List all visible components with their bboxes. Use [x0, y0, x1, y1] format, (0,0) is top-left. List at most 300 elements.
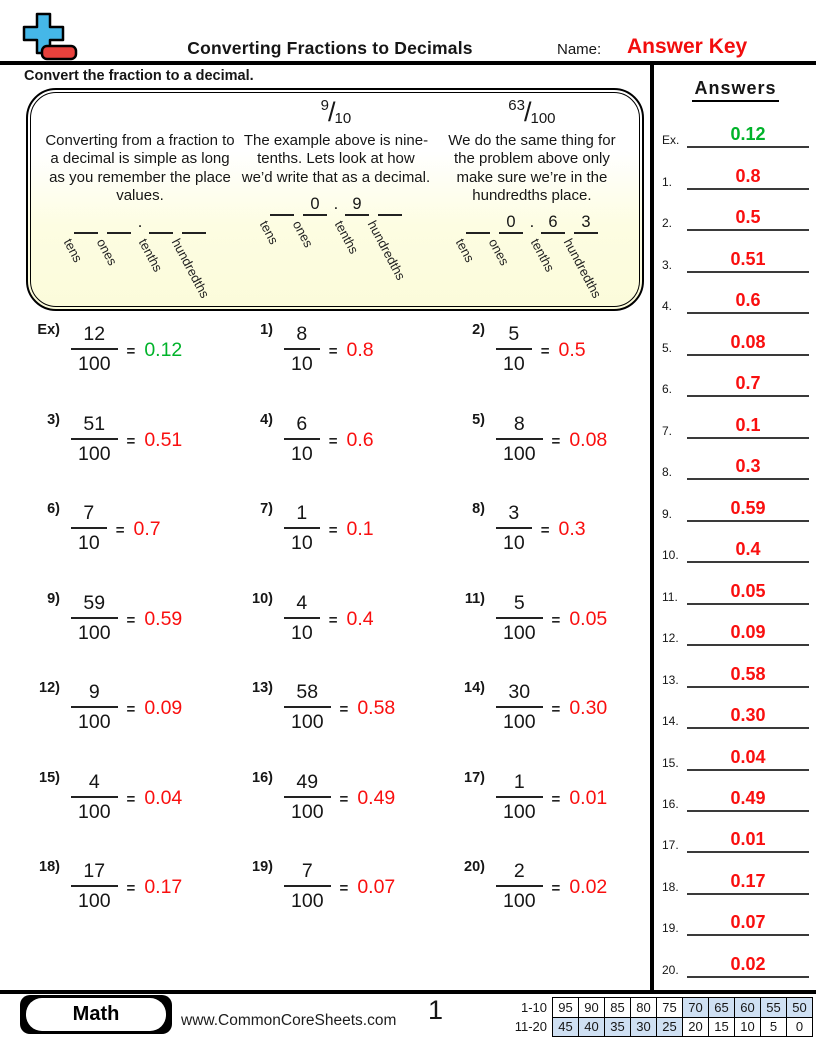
score-cell: 90 — [579, 998, 605, 1018]
problem — [447, 588, 642, 678]
fraction-numerator: 5 — [496, 322, 532, 350]
answer-value: 0.08 — [730, 331, 766, 352]
answer-line — [687, 208, 809, 231]
problem — [22, 498, 235, 588]
problem — [447, 856, 642, 946]
equals-sign: = — [540, 343, 550, 360]
fraction-numerator: 6 — [284, 412, 320, 440]
answer-row — [662, 563, 809, 604]
fraction-numerator: 8 — [284, 322, 320, 350]
fraction-slash: / — [523, 97, 532, 127]
problem-answer: 0.05 — [569, 607, 608, 630]
fraction-denominator: 10 — [291, 442, 313, 465]
example-fraction-numerator: 63 — [508, 97, 525, 114]
math-logo — [20, 995, 172, 1034]
problem-answer: 0.7 — [133, 518, 161, 540]
problem-fraction — [284, 322, 320, 376]
fraction-denominator: 10 — [291, 353, 313, 375]
place-value-slot-ones — [486, 212, 527, 292]
problem-fraction — [496, 859, 543, 913]
place-value-slot-hundredths — [365, 194, 409, 283]
problem-number: Ex) — [37, 322, 60, 338]
answer-line — [687, 623, 809, 646]
place-blank-line — [499, 232, 523, 234]
place-blank-line — [270, 214, 294, 216]
instruction-text: Convert the fraction to a decimal. — [24, 68, 254, 84]
answer-line — [687, 125, 809, 148]
example-fraction — [45, 94, 235, 132]
answer-value: 0.17 — [730, 870, 766, 891]
place-blank-line — [149, 232, 173, 234]
place-label: ones — [94, 236, 121, 269]
answer-line — [687, 374, 809, 397]
problem-fraction — [71, 412, 118, 466]
commoncoresheets-logo — [20, 12, 80, 64]
problem-number: 16) — [252, 769, 273, 786]
answer-number: 6. — [662, 382, 673, 397]
problem-fraction — [284, 770, 331, 824]
fraction-numerator: 9 — [71, 680, 118, 708]
problem-answer: 0.17 — [144, 876, 183, 898]
problem-answer: 0.3 — [558, 518, 586, 540]
score-cell: 35 — [605, 1017, 631, 1037]
fraction-denominator: 10 — [291, 532, 313, 554]
answer-number: 13. — [662, 672, 679, 687]
example-fraction-denominator: 100 — [530, 110, 556, 127]
answer-row — [662, 190, 809, 231]
score-cell: 30 — [631, 1017, 657, 1037]
answer-row — [662, 356, 809, 397]
place-digit — [144, 212, 177, 232]
problem-number: 9) — [47, 590, 60, 607]
place-value-slot-ones — [94, 212, 135, 292]
score-table-row — [507, 998, 813, 1018]
problem-answer: 0.5 — [558, 339, 586, 361]
place-value-slot-tens — [453, 212, 494, 292]
equals-sign: = — [339, 790, 349, 808]
example-fraction-numerator: 9 — [320, 97, 330, 114]
answer-value: 0.12 — [730, 124, 766, 145]
problem-number: 10) — [252, 590, 273, 607]
fraction-denominator: 10 — [291, 621, 313, 644]
decimal-point: . — [333, 194, 339, 213]
place-digit — [69, 212, 102, 232]
footer-rule — [0, 990, 816, 994]
answer-row — [662, 273, 809, 314]
place-blank-line — [541, 232, 565, 234]
answer-row — [662, 605, 809, 646]
answer-number: 20. — [662, 962, 679, 977]
answer-value: 0.30 — [730, 705, 766, 726]
place-label: hundredths — [169, 236, 214, 301]
problem-fraction — [496, 770, 543, 824]
example-fraction — [241, 94, 431, 132]
place-label: tenths — [528, 236, 559, 275]
answer-row — [662, 895, 809, 936]
place-digit — [102, 212, 135, 232]
score-cell: 20 — [683, 1017, 709, 1037]
fraction-numerator: 58 — [284, 680, 331, 708]
problem-number: 18) — [39, 859, 60, 875]
problem-number: 4) — [260, 411, 273, 428]
score-table-row — [507, 1017, 813, 1037]
place-value-diagram — [45, 212, 235, 301]
fraction-denominator: 100 — [78, 711, 111, 733]
answer-row — [662, 853, 809, 894]
place-value-slot-tenths — [528, 212, 569, 292]
equals-sign: = — [115, 522, 125, 539]
fraction-numerator: 17 — [71, 859, 118, 887]
answer-line — [687, 333, 809, 356]
example-text: The example above is nine-tenths. Lets look at how we’d write that as a decimal. — [241, 132, 431, 186]
problems-grid — [22, 319, 648, 946]
problem-fraction — [496, 501, 532, 555]
decimal-point: . — [529, 213, 535, 232]
place-blank-line — [182, 232, 206, 234]
answer-value: 0.5 — [735, 207, 761, 228]
score-cell: 95 — [553, 998, 579, 1018]
fraction-numerator: 4 — [284, 591, 320, 619]
equals-sign: = — [126, 343, 136, 360]
problem-number: 20) — [464, 859, 485, 875]
equals-sign: = — [126, 432, 136, 450]
answer-value: 0.1 — [735, 414, 761, 435]
answer-value: 0.58 — [730, 663, 766, 684]
page-number: 1 — [428, 995, 444, 1025]
answer-number: 4. — [662, 299, 673, 314]
answer-number: 10. — [662, 548, 679, 563]
place-blank-line — [345, 214, 369, 216]
answer-number: 8. — [662, 465, 673, 480]
fraction-numerator: 49 — [284, 770, 331, 798]
answer-number: 1. — [662, 174, 673, 189]
answer-line — [687, 706, 809, 729]
answer-value: 0.59 — [730, 497, 766, 518]
fraction-numerator: 12 — [71, 322, 118, 350]
equals-sign: = — [328, 522, 338, 539]
answer-row — [662, 314, 809, 355]
place-label: ones — [486, 236, 513, 269]
place-digit: 0 — [506, 213, 516, 232]
example-column — [238, 94, 434, 309]
problem-fraction — [496, 322, 532, 376]
problem-number: 17) — [464, 769, 485, 786]
fraction-denominator: 100 — [78, 890, 111, 912]
problem-number: 6) — [47, 501, 60, 517]
place-blank-line — [74, 232, 98, 234]
decimal-point: . — [137, 213, 143, 232]
problem — [235, 588, 447, 678]
answer-line — [687, 665, 809, 688]
answer-value: 0.09 — [730, 622, 766, 643]
problem-fraction — [496, 680, 543, 734]
answer-row — [662, 397, 809, 438]
answer-number: 5. — [662, 340, 673, 355]
place-label: tens — [61, 236, 87, 265]
problem-fraction — [284, 680, 331, 734]
fraction-numerator: 8 — [496, 412, 543, 440]
score-cell: 25 — [657, 1017, 683, 1037]
problem — [22, 319, 235, 409]
problem-number: 8) — [472, 501, 485, 517]
fraction-numerator: 30 — [496, 680, 543, 708]
answer-value: 0.05 — [730, 580, 766, 601]
fraction-denominator: 100 — [503, 442, 536, 465]
score-cell: 0 — [787, 1017, 813, 1037]
score-cell: 75 — [657, 998, 683, 1018]
fraction-numerator: 59 — [71, 591, 118, 619]
problem-number: 13) — [252, 680, 273, 696]
score-cell: 80 — [631, 998, 657, 1018]
problem-answer: 0.1 — [346, 518, 374, 540]
problem-fraction — [71, 680, 118, 734]
answer-value: 0.02 — [730, 953, 766, 974]
problem — [235, 498, 447, 588]
fraction-denominator: 100 — [291, 711, 324, 733]
answer-row — [662, 148, 809, 189]
equals-sign: = — [328, 432, 338, 450]
answer-value: 0.51 — [730, 248, 766, 269]
fraction-denominator: 100 — [291, 800, 324, 823]
problem — [22, 588, 235, 678]
equals-sign: = — [339, 701, 349, 718]
problem-answer: 0.51 — [144, 428, 183, 451]
equals-sign: = — [551, 790, 561, 808]
place-value-slot-hundredths — [169, 212, 214, 301]
problem-number: 19) — [252, 859, 273, 875]
answer-line — [687, 291, 809, 314]
answer-number: 12. — [662, 631, 679, 646]
fraction-numerator: 4 — [71, 770, 118, 798]
example-box — [26, 88, 644, 311]
answer-number: 3. — [662, 257, 673, 272]
answer-row — [662, 480, 809, 521]
fraction-numerator: 51 — [71, 412, 118, 440]
problem — [235, 319, 447, 409]
fraction-denominator: 100 — [291, 890, 324, 912]
problem-number: 11) — [464, 590, 485, 607]
answer-row — [662, 936, 809, 977]
answer-line — [687, 748, 809, 771]
answer-value: 0.07 — [730, 912, 766, 933]
answer-line — [687, 582, 809, 605]
fraction-slash: / — [328, 97, 336, 127]
answer-number: 2. — [662, 216, 673, 231]
problem-number: 14) — [464, 680, 485, 696]
answer-value: 0.04 — [730, 746, 766, 767]
answer-line — [687, 955, 809, 978]
place-label: tenths — [332, 217, 363, 257]
problem — [447, 767, 642, 857]
problem-fraction — [496, 591, 543, 645]
answers-heading: Answers — [692, 78, 778, 102]
problem-fraction — [284, 591, 320, 645]
problem — [22, 409, 235, 499]
fraction-denominator: 100 — [503, 711, 536, 733]
score-cell: 50 — [787, 998, 813, 1018]
problem-answer: 0.02 — [569, 876, 608, 898]
place-digit — [373, 194, 406, 214]
place-digit: 3 — [581, 213, 591, 232]
score-table-body — [507, 998, 813, 1037]
score-row-label: 11-20 — [514, 1019, 547, 1035]
problem-fraction — [284, 859, 331, 913]
answer-row — [662, 771, 809, 812]
fraction-numerator: 3 — [496, 501, 532, 529]
fraction-denominator: 100 — [503, 890, 536, 912]
score-cell: 45 — [553, 1017, 579, 1037]
answer-number: 18. — [662, 879, 679, 894]
fraction-numerator: 5 — [496, 591, 543, 619]
answer-row — [662, 231, 809, 272]
problem — [22, 767, 235, 857]
problem-fraction — [71, 770, 118, 824]
answer-number: 11. — [662, 589, 678, 604]
problem — [235, 409, 447, 499]
place-digit: 9 — [352, 194, 362, 213]
problem-fraction — [71, 501, 107, 555]
problem-answer: 0.30 — [569, 697, 608, 719]
place-label: tens — [453, 236, 478, 265]
fraction-denominator: 100 — [503, 621, 536, 644]
place-blank-line — [466, 232, 490, 234]
problem — [447, 409, 642, 499]
answer-row — [662, 522, 809, 563]
fraction-numerator: 2 — [496, 859, 543, 887]
place-label: ones — [290, 217, 317, 250]
place-value-slot-tenths — [136, 212, 177, 292]
example-column — [434, 94, 630, 309]
equals-sign: = — [126, 880, 136, 897]
place-blank-line — [303, 214, 327, 216]
math-logo-text: Math — [26, 998, 166, 1031]
answer-number: 19. — [662, 921, 679, 936]
example-text: We do the same thing for the problem above only make sure we’re in the hundredths place. — [448, 132, 616, 204]
equals-sign: = — [551, 432, 561, 450]
equals-sign: = — [339, 880, 349, 897]
name-value-answer-key: Answer Key — [627, 35, 748, 58]
answer-row — [662, 812, 809, 853]
problem-number: 15) — [39, 769, 60, 786]
fraction-denominator: 10 — [503, 353, 525, 375]
answer-line — [687, 830, 809, 853]
problem-fraction — [284, 412, 320, 466]
problem-answer: 0.07 — [357, 876, 396, 898]
place-digit — [265, 194, 298, 214]
answer-number: 9. — [662, 506, 673, 521]
equals-sign: = — [126, 701, 136, 718]
answer-line — [687, 250, 809, 273]
answer-value: 0.8 — [735, 165, 761, 186]
answer-line — [687, 416, 809, 439]
fraction-numerator: 7 — [284, 859, 331, 887]
fraction-numerator: 7 — [71, 501, 107, 529]
problem-fraction — [71, 322, 118, 376]
problem-answer: 0.08 — [569, 428, 608, 451]
problem-number: 1) — [260, 322, 273, 338]
page-title: Converting Fractions to Decimals — [187, 38, 473, 58]
equals-sign: = — [328, 611, 338, 629]
fraction-denominator: 100 — [503, 800, 536, 823]
score-cell: 15 — [709, 1017, 735, 1037]
answers-list — [659, 105, 812, 984]
example-columns — [28, 90, 642, 309]
example-column — [42, 94, 238, 309]
answer-line — [687, 540, 809, 563]
fraction-numerator: 1 — [496, 770, 543, 798]
problem — [22, 677, 235, 767]
place-blank-line — [574, 232, 598, 234]
problem-number: 3) — [47, 411, 60, 428]
score-table — [507, 997, 814, 1037]
answer-row — [662, 729, 809, 770]
place-value-diagram — [241, 194, 431, 283]
equals-sign: = — [126, 790, 136, 808]
answer-row — [662, 107, 809, 148]
problem-number: 12) — [39, 680, 60, 696]
problem-answer: 0.4 — [346, 607, 374, 630]
problem-number: 5) — [472, 411, 485, 428]
problem-fraction — [71, 591, 118, 645]
place-digit: 6 — [548, 213, 558, 232]
answer-value: 0.4 — [735, 539, 761, 560]
problem — [447, 498, 642, 588]
score-cell: 10 — [735, 1017, 761, 1037]
equals-sign: = — [328, 343, 338, 360]
problem — [447, 677, 642, 767]
problem-answer: 0.59 — [144, 607, 183, 630]
fraction-denominator: 100 — [78, 621, 111, 644]
place-value-diagram — [437, 212, 627, 301]
fraction-denominator: 10 — [78, 532, 100, 554]
answer-number: 7. — [662, 423, 673, 438]
problem-answer: 0.01 — [569, 786, 608, 809]
problem-answer: 0.09 — [144, 697, 183, 719]
score-cell: 60 — [735, 998, 761, 1018]
place-label: hundredths — [561, 236, 605, 301]
answer-value: 0.49 — [730, 787, 766, 808]
answers-panel — [654, 65, 816, 990]
minus-icon — [42, 46, 76, 59]
problem-answer: 0.04 — [144, 786, 183, 809]
problem — [447, 319, 642, 409]
answer-number: Ex. — [662, 133, 680, 148]
problem-number: 7) — [260, 501, 273, 517]
answer-line — [687, 913, 809, 936]
fraction-denominator: 100 — [78, 800, 111, 823]
example-text: Converting from a fraction to a decimal is simple as long as you remember the place values. — [45, 132, 235, 204]
place-digit: 0 — [310, 194, 320, 213]
answer-number: 16. — [662, 796, 679, 811]
answer-line — [687, 499, 809, 522]
equals-sign: = — [551, 611, 561, 629]
problem-fraction — [284, 501, 320, 555]
place-label: hundredths — [365, 217, 409, 283]
fraction-denominator: 10 — [503, 532, 525, 554]
score-cell: 85 — [605, 998, 631, 1018]
place-label: tenths — [136, 236, 167, 275]
equals-sign: = — [551, 701, 561, 718]
problem-number: 2) — [472, 322, 485, 338]
fraction-denominator: 100 — [78, 442, 111, 465]
answer-number: 17. — [662, 838, 679, 853]
place-label: tens — [257, 217, 282, 247]
score-cell: 55 — [761, 998, 787, 1018]
answer-line — [687, 789, 809, 812]
place-value-slot-hundredths — [561, 212, 605, 301]
answer-value: 0.7 — [735, 373, 761, 394]
equals-sign: = — [551, 880, 561, 897]
